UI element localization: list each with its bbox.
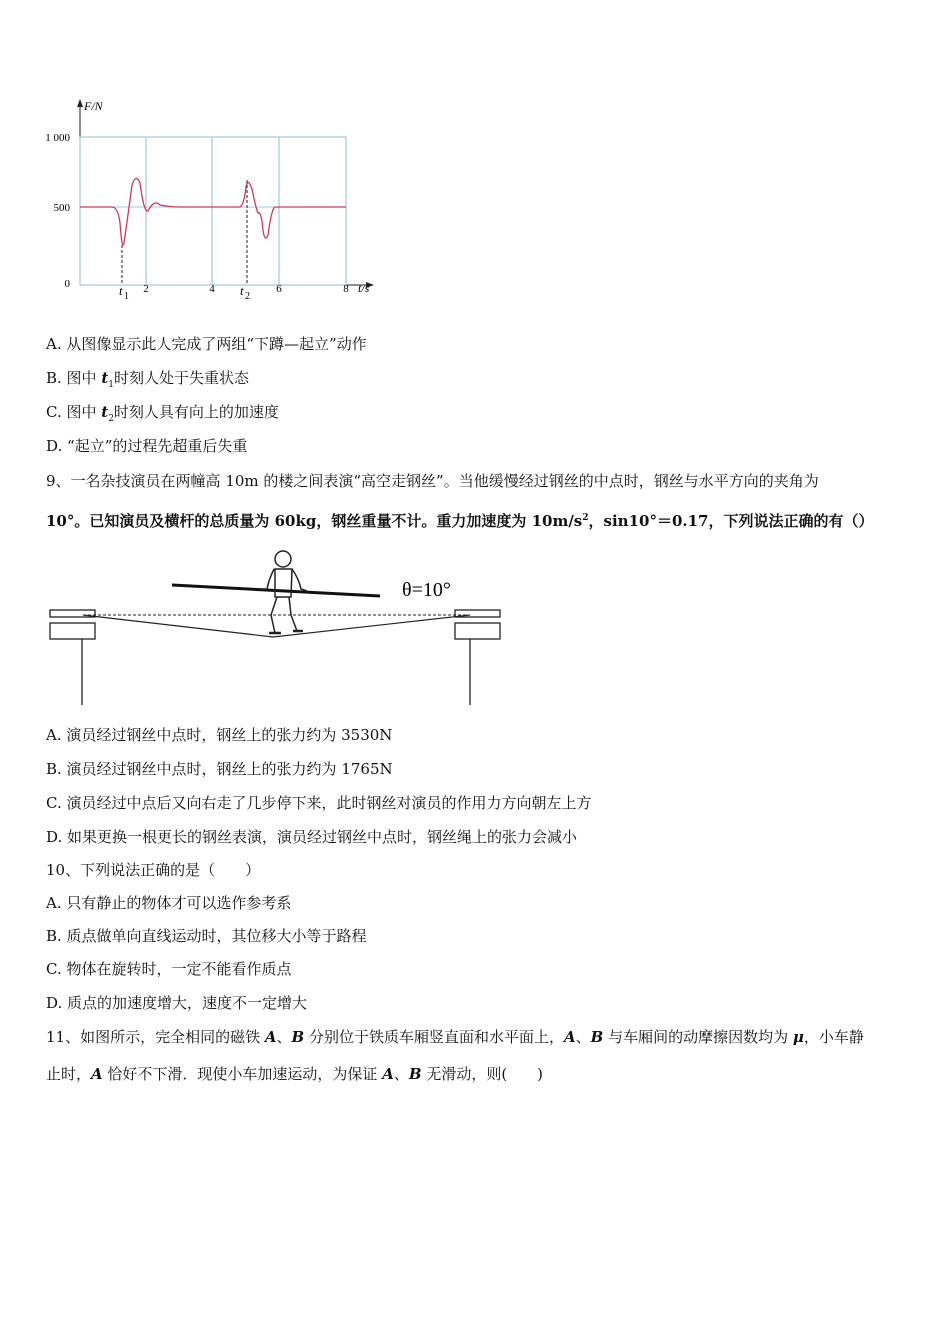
q11-stem-line2: [46, 1064, 543, 1084]
t1-marker: t: [119, 283, 123, 298]
q11-text: ，小车静: [803, 1028, 864, 1046]
x-tick-2: 2: [143, 283, 149, 295]
q9-stem-line2-pre: 10°。已知演员及横杆的总质量为 60kg，钢丝重量不计。重力加速度为 10m/s: [46, 512, 583, 530]
q10-option-a: A. 只有静止的物体才可以选作参考系: [46, 894, 292, 912]
x-tick-4: 4: [209, 283, 215, 295]
q11-var-b: B: [408, 1065, 422, 1083]
q8-option-c-post: 时刻人具有向上的加速度: [113, 403, 279, 421]
x-tick-6: 6: [276, 283, 282, 295]
y-axis-label: F/N: [84, 99, 103, 113]
force-time-graph: [40, 95, 390, 305]
q8-option-c-sub: 2: [108, 414, 114, 424]
q11-text: 恰好不下滑．现使小车加速运动，为保证: [102, 1065, 383, 1083]
q11-var-b: B: [291, 1028, 305, 1046]
q9-option-b: B. 演员经过钢丝中点时，钢丝上的张力约为 1765N: [46, 760, 393, 778]
q9-stem-line2-post: ，sin10°＝0.17，下列说法正确的有（）: [588, 512, 874, 530]
q9-stem-line2: [46, 508, 873, 531]
q11-text: 、: [393, 1065, 409, 1083]
q11-var-b: B: [590, 1028, 604, 1046]
q10-option-c: C. 物体在旋转时，一定不能看作质点: [46, 960, 292, 978]
q8-option-b: [46, 368, 249, 395]
q11-text: 11、如图所示，完全相同的磁铁: [46, 1028, 265, 1046]
q11-text: 与车厢间的动摩擦因数均为: [603, 1028, 793, 1046]
q9-option-d: D. 如果更换一根更长的钢丝表演，演员经过钢丝中点时，钢丝绳上的张力会减小: [46, 828, 578, 846]
q11-var-mu: μ: [792, 1028, 804, 1046]
t2-marker: t: [240, 283, 244, 298]
x-tick-8: 8: [343, 283, 349, 295]
t2-marker-sub: 2: [245, 291, 250, 302]
q11-text: 止时，: [46, 1065, 92, 1083]
q11-stem-line1: [46, 1027, 864, 1047]
q10-option-b: B. 质点做单向直线运动时，其位移大小等于路程: [46, 927, 367, 945]
q11-text: 分别位于铁质车厢竖直面和水平面上，: [304, 1028, 564, 1046]
q11-var-a: A: [563, 1028, 576, 1046]
q8-option-b-post: 时刻人处于失重状态: [114, 369, 250, 387]
q9-option-a: A. 演员经过钢丝中点时，钢丝上的张力约为 3530N: [46, 726, 393, 744]
q11-text: 、: [575, 1028, 591, 1046]
q8-option-d: D. “起立”的过程先超重后失重: [46, 437, 248, 455]
q8-option-c-var: t: [101, 403, 109, 421]
q10-stem: 10、下列说法正确的是（ ）: [46, 861, 261, 879]
y-tick-0: 0: [64, 278, 70, 290]
y-tick-500: 500: [53, 202, 70, 214]
q8-option-b-var: t: [101, 369, 109, 387]
tightrope-figure: [45, 545, 515, 710]
q9-stem-line2-sup: 2: [582, 513, 589, 523]
q11-var-a: A: [91, 1065, 103, 1083]
y-tick-1000: 1 000: [45, 132, 70, 144]
q8-option-a: A. 从图像显示此人完成了两组“下蹲—起立”动作: [46, 335, 367, 353]
q8-option-c-pre: C. 图中: [46, 403, 102, 421]
q8-option-b-pre: B. 图中: [46, 369, 102, 387]
q9-option-c: C. 演员经过中点后又向右走了几步停下来，此时钢丝对演员的作用力方向朝左上方: [46, 794, 592, 812]
theta-label: θ=10°: [402, 579, 451, 601]
t1-marker-sub: 1: [124, 291, 129, 302]
q11-text: 、: [276, 1028, 292, 1046]
x-axis-label: t/s: [358, 281, 370, 295]
q8-option-c: [46, 402, 279, 429]
q11-text: 无滑动，则( ): [421, 1065, 544, 1083]
q9-stem-line1: 9、一名杂技演员在两幢高 10m 的楼之间表演“高空走钢丝”。当他缓慢经过钢丝的中点时，钢丝与水平方向的夹角为: [46, 472, 819, 490]
q11-var-a: A: [264, 1028, 277, 1046]
q10-option-d: D. 质点的加速度增大，速度不一定增大: [46, 994, 308, 1012]
q8-option-b-sub: 1: [108, 380, 114, 390]
q11-var-a: A: [382, 1065, 394, 1083]
